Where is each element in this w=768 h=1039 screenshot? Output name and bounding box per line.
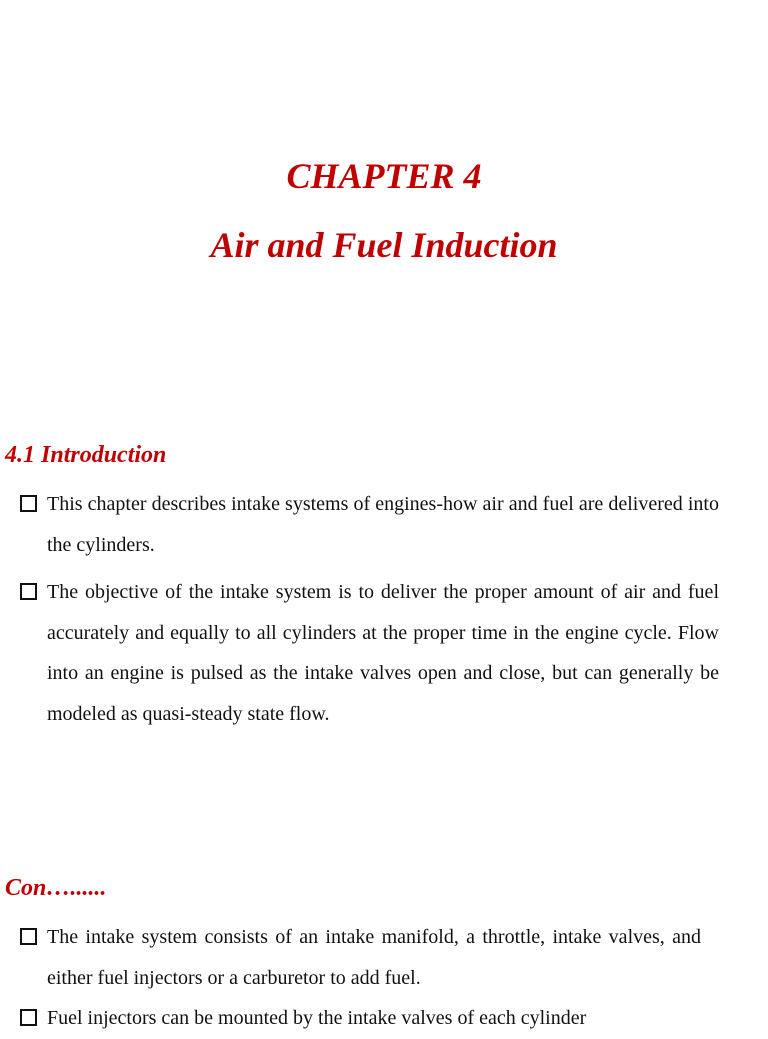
chapter-number: CHAPTER 4 (286, 156, 482, 196)
checkbox-icon (20, 495, 37, 512)
bullet-item (18, 572, 719, 734)
bullet-text: This chapter describes intake systems of engines-how air and fuel are delivered into the cylinders. (47, 493, 719, 556)
bullet-item (18, 917, 701, 998)
checkbox-icon (20, 583, 37, 600)
chapter-title: Air and Fuel Induction (210, 225, 558, 265)
bullet-item (18, 998, 701, 1039)
section-heading-introduction: 4.1 Introduction (5, 442, 167, 468)
checkbox-icon (20, 928, 37, 945)
bullet-text: Fuel injectors can be mounted by the intake valves of each cylinder (47, 1007, 587, 1029)
section-heading-continued: Con…...... (5, 875, 107, 901)
bullet-item (18, 484, 719, 565)
checkbox-icon (20, 1009, 37, 1026)
bullet-text: The intake system consists of an intake manifold, a throttle, intake valves, and either fuel injectors or a carburetor to add fuel. (47, 926, 701, 989)
bullet-text: The objective of the intake system is to deliver the proper amount of air and fuel accurately and equally to all cylinders at the proper time in the engine cycle. Flow into an engine is pulsed as the intake valves open and close, but can generally be modeled as quasi-steady state flow. (47, 581, 719, 725)
